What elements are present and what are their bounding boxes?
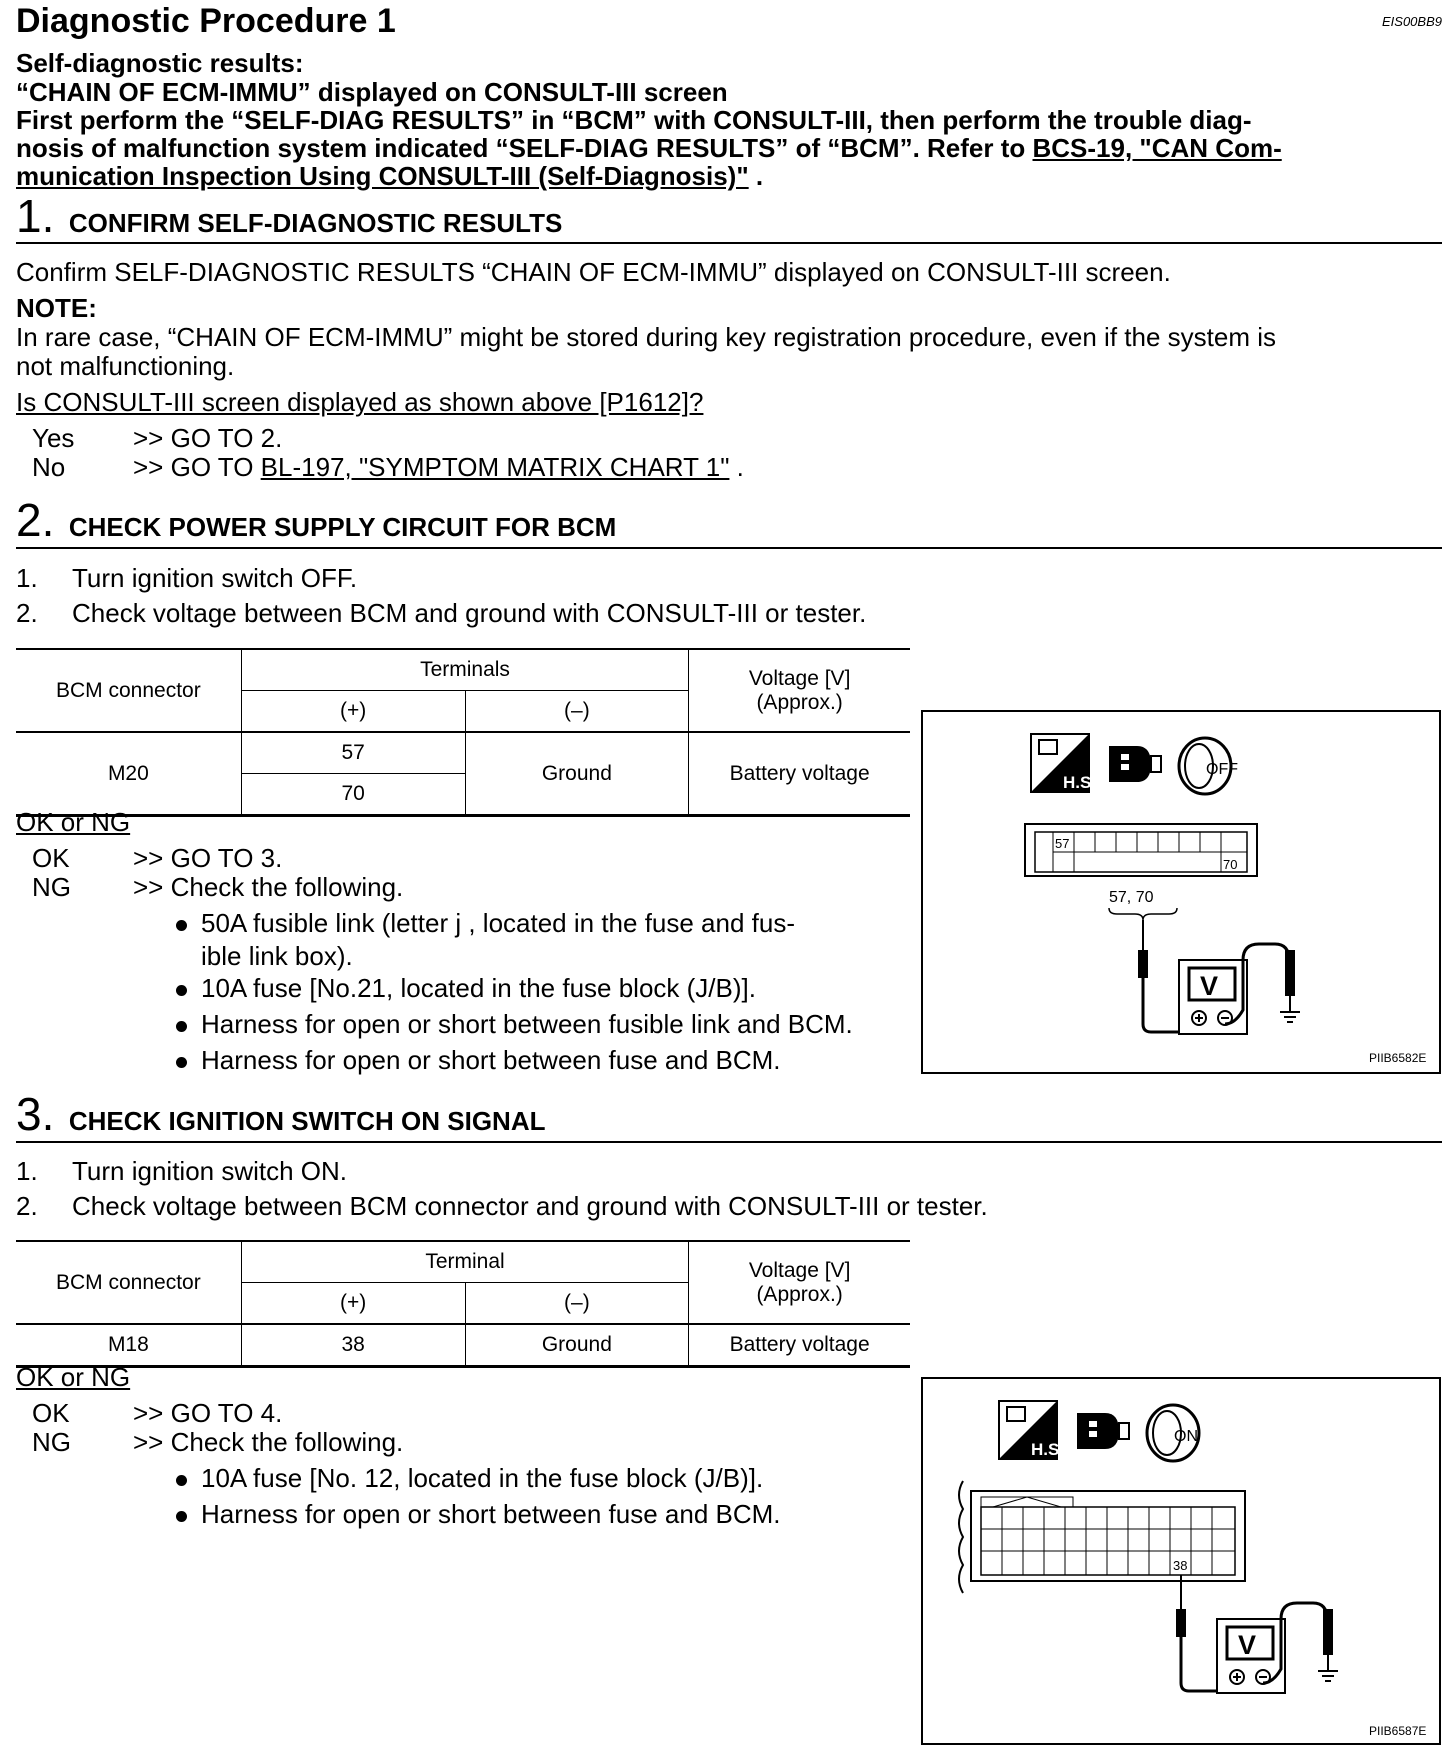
ignition-key-on-icon bbox=[1147, 1405, 1199, 1461]
step-3-item-1-number: 1. bbox=[16, 1156, 38, 1186]
step-3-header bbox=[16, 1088, 546, 1140]
cell-plus-2: 70 bbox=[241, 774, 465, 816]
connector-icon bbox=[1109, 746, 1161, 782]
hs-label: H.S. bbox=[1063, 773, 1097, 792]
step-2-title: CHECK POWER SUPPLY CIRCUIT FOR BCM bbox=[68, 512, 617, 542]
step-2-voltage-table bbox=[16, 648, 910, 817]
header-minus: (–) bbox=[465, 691, 689, 733]
no-action-tail: . bbox=[729, 452, 744, 482]
step-1-number: 1. bbox=[16, 190, 55, 242]
step-3-ng-label: NG bbox=[32, 1427, 71, 1457]
figure-2-diagram bbox=[923, 1379, 1439, 1743]
meter-label: V bbox=[1238, 1630, 1257, 1660]
step-1-text: Confirm SELF-DIAGNOSTIC RESULTS “CHAIN OF ECM-IMMU” displayed on CONSULT-III screen. bbox=[16, 257, 1171, 287]
step-2-ok-ng: OK or NG bbox=[16, 807, 131, 837]
step-2-ok-action: >> GO TO 3. bbox=[133, 843, 283, 873]
bcm-connector-drawing bbox=[1025, 824, 1257, 876]
header-bcm-connector: BCM connector bbox=[16, 649, 241, 732]
no-action-text: >> GO TO bbox=[133, 452, 261, 482]
key-on-label: ON bbox=[1174, 1428, 1198, 1445]
step-2-ng-label: NG bbox=[32, 872, 71, 902]
figure-ignition-on-check bbox=[921, 1377, 1441, 1745]
step-3-bullet-1-text: 10A fuse [No. 12, located in the fuse block (J/B)]. bbox=[201, 1463, 764, 1493]
step-1-header bbox=[16, 190, 563, 242]
bullet-dot bbox=[176, 1057, 187, 1068]
note-label: NOTE: bbox=[16, 293, 97, 323]
figure-power-supply-check bbox=[921, 710, 1441, 1074]
note-line-1: In rare case, “CHAIN OF ECM-IMMU” might be stored during key registration procedure, even if the system is bbox=[16, 322, 1276, 352]
voltmeter-icon bbox=[1179, 960, 1247, 1034]
figure-2-code: PIIB6587E bbox=[1369, 1724, 1427, 1738]
step-2-header bbox=[16, 494, 617, 546]
header-voltage bbox=[689, 1241, 910, 1324]
step-3-voltage-table bbox=[16, 1240, 910, 1368]
step-2-item-2-number: 2. bbox=[16, 598, 38, 628]
step-2-bullet-1-line-1: 50A fusible link (letter j , located in the fuse and fus- bbox=[201, 908, 796, 938]
step-3-item-1: Turn ignition switch ON. bbox=[72, 1156, 348, 1186]
step-2-bullet-1-line-2: ible link box). bbox=[201, 941, 353, 971]
no-label: No bbox=[32, 452, 66, 482]
step-3-ok-action: >> GO TO 4. bbox=[133, 1398, 283, 1428]
intro-line-4-text: nosis of malfunction system indicated “SELF-DIAG RESULTS” of “BCM”. Refer to bbox=[16, 133, 1033, 163]
step-3-bullet-2 bbox=[176, 1498, 781, 1531]
intro-line-5 bbox=[16, 161, 1446, 192]
step-3-number: 3. bbox=[16, 1088, 55, 1140]
pin-57-label: 57 bbox=[1055, 836, 1070, 851]
cell-connector: M18 bbox=[16, 1324, 241, 1367]
intro-line-4 bbox=[16, 133, 1446, 164]
header-voltage-line-1: Voltage [V] bbox=[748, 1258, 851, 1282]
step-2-bullet-1 bbox=[176, 907, 912, 973]
ignition-key-off-icon bbox=[1179, 738, 1238, 794]
figure-1-diagram bbox=[923, 712, 1439, 1072]
yes-label: Yes bbox=[32, 423, 75, 453]
step-3-ng-action: >> Check the following. bbox=[133, 1427, 404, 1457]
intro-line-5-tail: . bbox=[748, 161, 764, 191]
intro-line-3: First perform the “SELF-DIAG RESULTS” in “BCM” with CONSULT-III, then perform the trouble diag- bbox=[16, 105, 1252, 135]
header-voltage bbox=[689, 649, 910, 732]
step-3-title: CHECK IGNITION SWITCH ON SIGNAL bbox=[68, 1106, 546, 1136]
step-2-bullet-2 bbox=[176, 972, 756, 1005]
bullet-dot bbox=[176, 985, 187, 996]
document-code: EIS00BB9 bbox=[1382, 14, 1442, 29]
step-2-bullet-4 bbox=[176, 1044, 781, 1077]
step-3-ok-label: OK bbox=[32, 1398, 70, 1428]
harness-side-icon bbox=[999, 1401, 1064, 1459]
step-2-number: 2. bbox=[16, 494, 55, 546]
bl-197-link[interactable]: BL-197, "SYMPTOM MATRIX CHART 1" bbox=[260, 452, 730, 482]
bullet-dot bbox=[176, 1511, 187, 1522]
cell-voltage: Battery voltage bbox=[689, 1324, 910, 1367]
ground-symbol-icon bbox=[1318, 1671, 1338, 1681]
step-2-item-1-number: 1. bbox=[16, 563, 38, 593]
cell-plus: 38 bbox=[241, 1324, 465, 1367]
step-2-item-2: Check voltage between BCM and ground with CONSULT-III or tester. bbox=[72, 598, 867, 628]
step-2-bullet-3-text: Harness for open or short between fusible link and BCM. bbox=[201, 1009, 853, 1039]
bcs-19-link-continued[interactable]: munication Inspection Using CONSULT-III (Self-Diagnosis)" bbox=[16, 161, 749, 191]
header-plus: (+) bbox=[241, 1283, 465, 1325]
voltmeter-icon bbox=[1217, 1619, 1285, 1693]
step-3-item-2: Check voltage between BCM connector and ground with CONSULT-III or tester. bbox=[72, 1191, 988, 1221]
step-3-divider bbox=[16, 1141, 1442, 1143]
header-minus: (–) bbox=[465, 1283, 689, 1325]
step-2-bullet-4-text: Harness for open or short between fuse and BCM. bbox=[201, 1045, 781, 1075]
pin-70-label: 70 bbox=[1223, 857, 1238, 872]
header-bcm-connector: BCM connector bbox=[16, 1241, 241, 1324]
no-action bbox=[133, 451, 744, 484]
header-terminal: Terminal bbox=[241, 1241, 689, 1283]
step-2-bullet-2-text: 10A fuse [No.21, located in the fuse block (J/B)]. bbox=[201, 973, 756, 1003]
bullet-dot bbox=[176, 920, 187, 931]
harness-side-icon bbox=[1031, 734, 1096, 792]
step-2-bullet-3 bbox=[176, 1008, 853, 1041]
figure-1-code: PIIB6582E bbox=[1369, 1051, 1427, 1065]
header-terminals: Terminals bbox=[241, 649, 689, 691]
bullet-dot bbox=[176, 1021, 187, 1032]
bcs-19-link[interactable]: BCS-19, "CAN Com- bbox=[1032, 133, 1282, 163]
bullet-dot bbox=[176, 1475, 187, 1486]
ground-symbol-icon bbox=[1280, 1012, 1300, 1022]
step-3-bullet-1 bbox=[176, 1462, 763, 1495]
step-1-title: CONFIRM SELF-DIAGNOSTIC RESULTS bbox=[68, 208, 563, 238]
connector-icon bbox=[1077, 1413, 1129, 1449]
page-title: Diagnostic Procedure 1 bbox=[16, 2, 396, 40]
cell-connector: M20 bbox=[16, 732, 241, 816]
step-2-divider bbox=[16, 547, 1442, 549]
header-plus: (+) bbox=[241, 691, 465, 733]
header-voltage-line-1: Voltage [V] bbox=[748, 666, 851, 690]
header-voltage-line-2: (Approx.) bbox=[756, 1282, 843, 1306]
key-off-label: OFF bbox=[1206, 761, 1238, 778]
step-3-ok-ng: OK or NG bbox=[16, 1362, 131, 1392]
hs-label: H.S. bbox=[1031, 1440, 1065, 1459]
step-2-item-1: Turn ignition switch OFF. bbox=[72, 563, 358, 593]
step-3-item-2-number: 2. bbox=[16, 1191, 38, 1221]
bcm-connector-drawing bbox=[959, 1481, 1245, 1593]
step-1-question: Is CONSULT-III screen displayed as shown above [P1612]? bbox=[16, 387, 704, 417]
cell-plus-1: 57 bbox=[241, 732, 465, 774]
intro-line-1: Self-diagnostic results: bbox=[16, 48, 304, 78]
yes-action: >> GO TO 2. bbox=[133, 423, 283, 453]
cell-voltage: Battery voltage bbox=[689, 732, 910, 816]
cell-minus: Ground bbox=[465, 1324, 689, 1367]
step-2-ok-label: OK bbox=[32, 843, 70, 873]
probe-label: 57, 70 bbox=[1109, 889, 1154, 906]
note-line-2: not malfunctioning. bbox=[16, 351, 235, 381]
meter-label: V bbox=[1200, 971, 1219, 1001]
pin-38-label: 38 bbox=[1173, 1558, 1188, 1573]
cell-minus: Ground bbox=[465, 732, 689, 816]
step-3-bullet-2-text: Harness for open or short between fuse and BCM. bbox=[201, 1499, 781, 1529]
header-voltage-line-2: (Approx.) bbox=[756, 690, 843, 714]
step-2-ng-action: >> Check the following. bbox=[133, 872, 404, 902]
step-1-divider bbox=[16, 242, 1442, 244]
intro-line-2: “CHAIN OF ECM-IMMU” displayed on CONSULT-III screen bbox=[16, 77, 728, 107]
